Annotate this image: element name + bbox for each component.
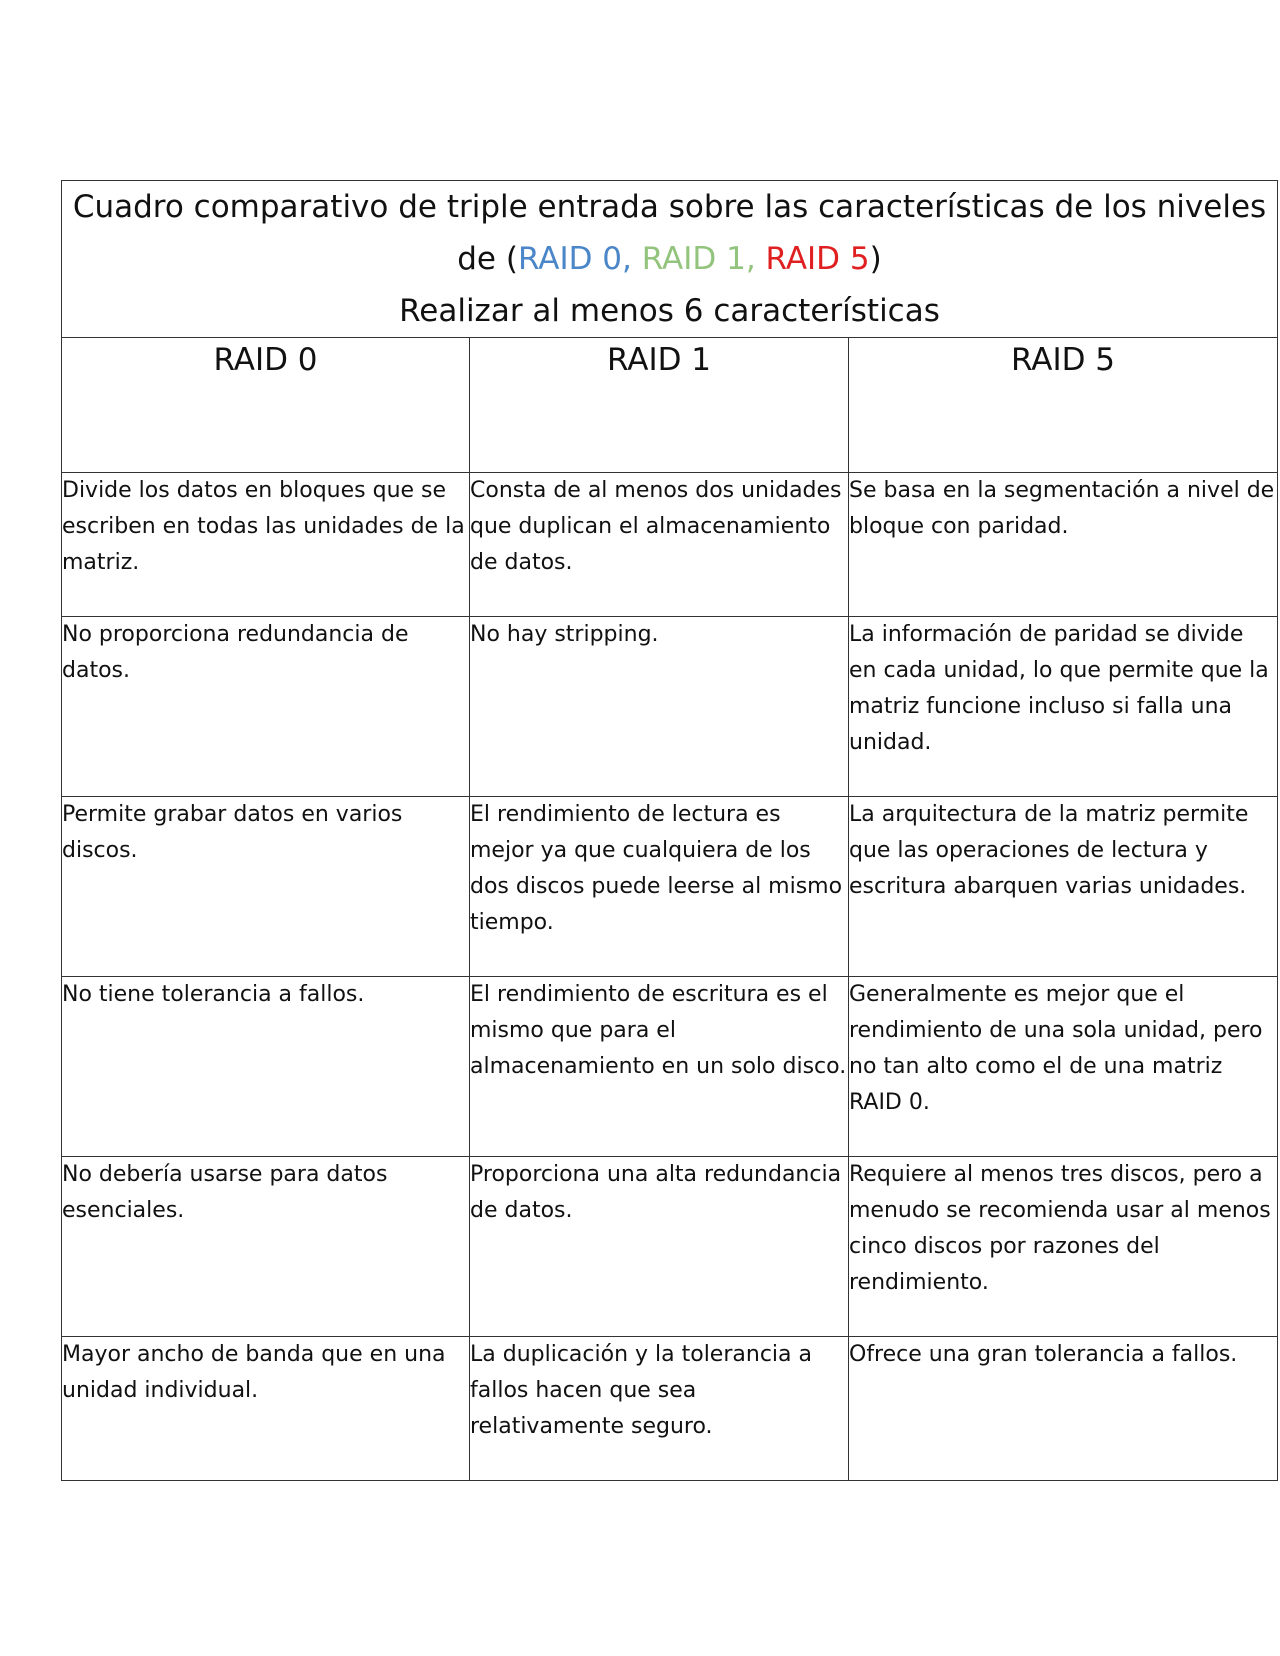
table-cell: Mayor ancho de banda que en una unidad individual. [62,1337,470,1481]
title-row [62,181,1278,338]
title-de-suffix: ) [869,241,882,277]
table-cell: El rendimiento de lectura es mejor ya que cualquiera de los dos discos puede leerse al mismo tiempo. [470,797,849,977]
table-row [62,1337,1278,1481]
table-cell: Proporciona una alta redundancia de datos. [470,1157,849,1337]
table-cell: La arquitectura de la matriz permite que las operaciones de lectura y escritura abarquen varias unidades. [849,797,1278,977]
table-cell: La duplicación y la tolerancia a fallos hacen que sea relativamente seguro. [470,1337,849,1481]
column-header-raid5: RAID 5 [849,338,1278,473]
table-cell: No debería usarse para datos esenciales. [62,1157,470,1337]
table-cell: Generalmente es mejor que el rendimiento de una sola unidad, pero no tan alto como el de una matriz RAID 0. [849,977,1278,1157]
title-line-1: Cuadro comparativo de triple entrada sobre las características de los niveles [72,189,1267,225]
comparison-table [61,180,1278,1481]
title-de-prefix: de ( [457,241,518,277]
table-cell: La información de paridad se divide en cada unidad, lo que permite que la matriz funcione incluso si falla una unidad. [849,617,1278,797]
title-raid5: RAID 5 [765,241,870,277]
table-cell: Permite grabar datos en varios discos. [62,797,470,977]
header-row [62,338,1278,473]
table-cell: Consta de al menos dos unidades que duplican el almacenamiento de datos. [470,473,849,617]
table-row [62,473,1278,617]
table-row [62,797,1278,977]
table-cell: No hay stripping. [470,617,849,797]
table-row [62,977,1278,1157]
table-cell: Se basa en la segmentación a nivel de bloque con paridad. [849,473,1278,617]
table-cell: No proporciona redundancia de datos. [62,617,470,797]
table-row [62,617,1278,797]
table-cell: Divide los datos en bloques que se escriben en todas las unidades de la matriz. [62,473,470,617]
title-raid0: RAID 0, [517,241,642,277]
table-row [62,1157,1278,1337]
title-line-2 [62,233,1277,285]
table-cell: No tiene tolerancia a fallos. [62,977,470,1157]
column-header-raid0: RAID 0 [62,338,470,473]
title-line-3: Realizar al menos 6 características [399,293,940,329]
table-cell: El rendimiento de escritura es el mismo que para el almacenamiento en un solo disco. [470,977,849,1157]
title-raid1: RAID 1, [641,241,766,277]
column-header-raid1: RAID 1 [470,338,849,473]
table-cell: Requiere al menos tres discos, pero a menudo se recomienda usar al menos cinco discos por razones del rendimiento. [849,1157,1278,1337]
table-cell: Ofrece una gran tolerancia a fallos. [849,1337,1278,1481]
table-title [62,181,1278,338]
